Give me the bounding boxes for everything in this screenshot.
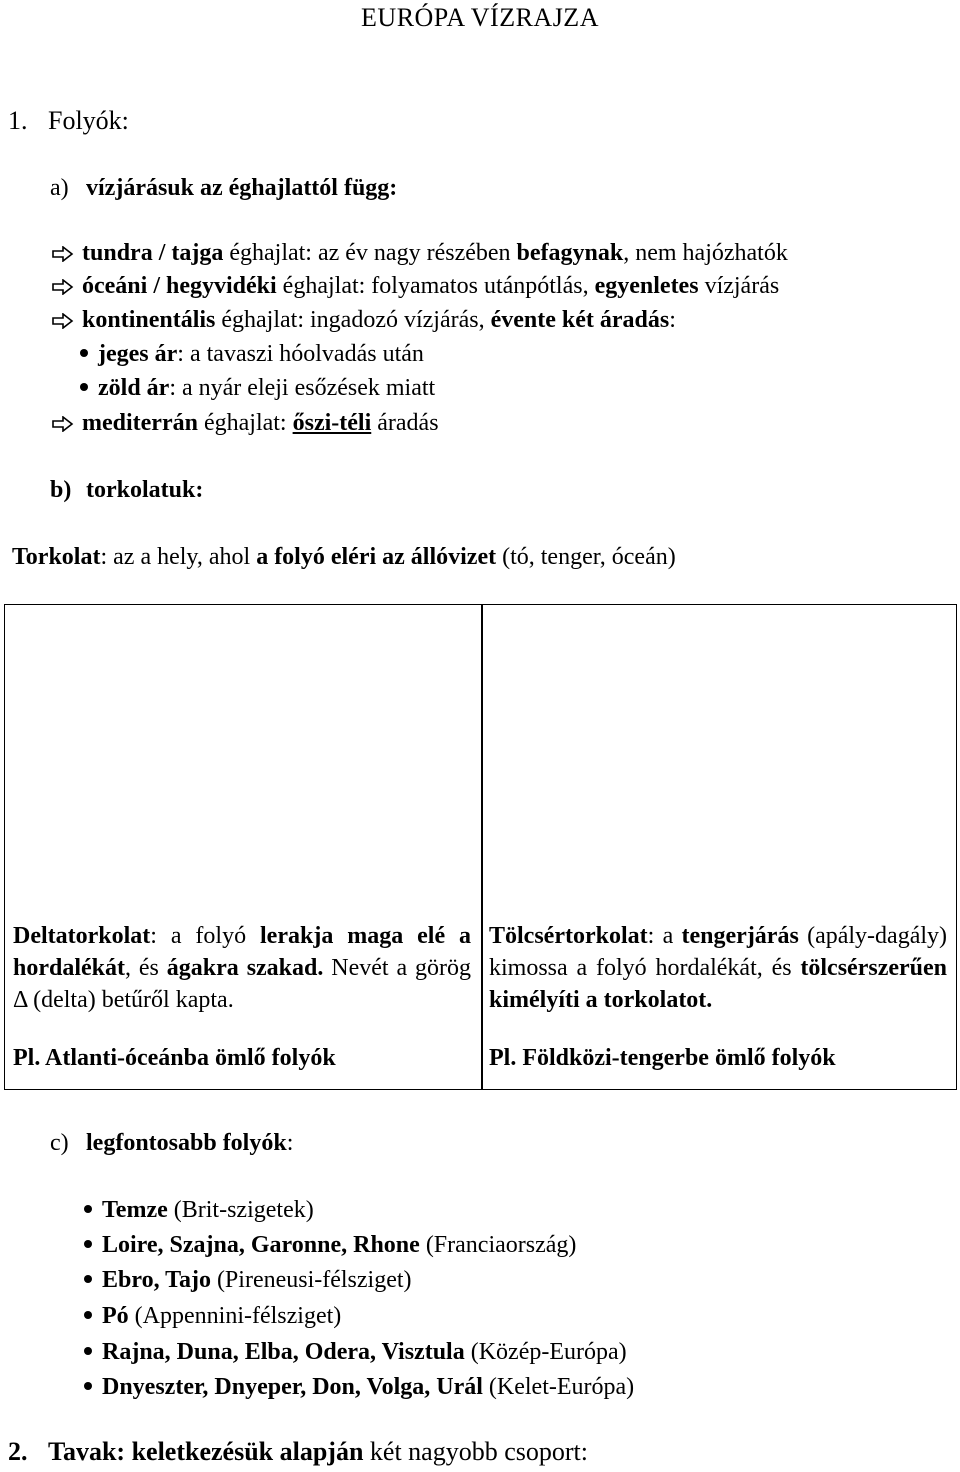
estuary-text: : a xyxy=(647,923,682,949)
flood-name: zöld ár xyxy=(98,375,170,401)
climate-name: mediterrán xyxy=(82,410,198,436)
estuary-example: Pl. Földközi-tengerbe ömlő folyók xyxy=(489,1045,836,1071)
climate-highlight: befagynak xyxy=(516,240,624,266)
page-title: EURÓPA VÍZRAJZA xyxy=(361,3,599,32)
climate-highlight: évente két áradás xyxy=(490,307,670,333)
subsection-a xyxy=(50,174,397,202)
delta-term: Deltatorkolat xyxy=(13,923,151,949)
climate-highlight: egyenletes xyxy=(594,273,699,299)
climate-item-tundra xyxy=(52,239,788,269)
climate-highlight: őszi-téli xyxy=(292,410,372,436)
flood-name: jeges ár xyxy=(98,341,178,367)
bullet-dot-icon xyxy=(84,1311,92,1319)
delta-highlight-2: ágakra szakad. xyxy=(166,955,324,981)
section-label: Folyók: xyxy=(48,106,129,135)
delta-text-2: , és xyxy=(125,955,167,981)
subsection-label: c) xyxy=(50,1130,69,1156)
river-names: Pó xyxy=(102,1303,129,1329)
estuary-description xyxy=(489,920,947,1016)
definition-text: : az a hely, ahol xyxy=(100,544,257,570)
climate-text: éghajlat: folyamatos utánpótlás, xyxy=(276,273,595,299)
mouth-types-table xyxy=(4,604,957,1090)
bullet-dot-icon xyxy=(84,1240,92,1248)
hollow-right-arrow-icon xyxy=(52,411,82,439)
flood-text: : a nyár eleji esőzések miatt xyxy=(169,375,436,401)
bullet-dot-icon xyxy=(84,1205,92,1213)
river-item xyxy=(84,1266,412,1294)
subsection-label: b) xyxy=(50,477,72,503)
subsection-label: a) xyxy=(50,175,69,201)
climate-name: tundra / tajga xyxy=(82,240,224,266)
delta-description xyxy=(13,920,471,1016)
subsection-c xyxy=(50,1129,293,1157)
climate-name: kontinentális xyxy=(82,307,216,333)
river-item xyxy=(84,1302,341,1330)
table-divider xyxy=(481,605,483,1089)
bullet-dot-icon xyxy=(84,1382,92,1390)
term: Torkolat xyxy=(12,544,101,570)
climate-text: éghajlat: xyxy=(197,410,293,436)
climate-text-end: áradás xyxy=(371,410,439,436)
river-item xyxy=(84,1338,627,1366)
river-names: Rajna, Duna, Elba, Odera, Visztula xyxy=(102,1339,465,1365)
definition-text-end: (tó, tenger, óceán) xyxy=(496,544,676,570)
river-region: (Közép-Európa) xyxy=(464,1339,627,1365)
river-region: (Pireneusi-félsziget) xyxy=(210,1267,412,1293)
flood-text: : a tavaszi hóolvadás után xyxy=(177,341,424,367)
section-label: Tavak: keletkezésük alapján xyxy=(48,1437,364,1466)
river-names: Temze xyxy=(102,1197,168,1223)
estuary-highlight-2: tölcsérszerűen kimélyíti a torkolatot. xyxy=(489,955,947,1013)
river-region: (Appennini-félsziget) xyxy=(128,1303,342,1329)
subsection-b xyxy=(50,476,203,504)
bullet-dot-icon xyxy=(80,349,88,357)
subsection-text: torkolatuk: xyxy=(86,477,204,503)
hollow-right-arrow-icon xyxy=(52,241,82,269)
climate-text-end: vízjárás xyxy=(698,273,780,299)
climate-item-oceanic xyxy=(52,272,779,302)
river-names: Loire, Szajna, Garonne, Rhone xyxy=(102,1232,420,1258)
climate-text: éghajlat: ingadozó vízjárás, xyxy=(215,307,491,333)
mouth-definition xyxy=(12,543,676,571)
river-region: (Kelet-Európa) xyxy=(482,1374,635,1400)
delta-highlight: lerakja maga elé a hordalékát xyxy=(13,923,471,981)
delta-text-3: Nevét a görög Δ (delta) betűről kapta. xyxy=(13,955,471,1013)
climate-name: óceáni / hegyvidéki xyxy=(82,273,277,299)
definition-highlight: a folyó eléri az állóvizet xyxy=(256,544,497,570)
climate-text-end: : xyxy=(669,307,676,333)
hollow-right-arrow-icon xyxy=(52,274,82,302)
flood-item-green xyxy=(80,374,435,402)
estuary-image-area xyxy=(489,605,947,905)
estuary-highlight: tengerjárás xyxy=(681,923,799,949)
bullet-dot-icon xyxy=(84,1275,92,1283)
delta-example: Pl. Atlanti-óceánba ömlő folyók xyxy=(13,1045,336,1071)
climate-text: éghajlat: az év nagy részében xyxy=(223,240,517,266)
section-1-heading xyxy=(8,107,129,135)
flood-item-ice xyxy=(80,340,424,368)
river-item xyxy=(84,1231,576,1259)
climate-item-continental xyxy=(52,306,676,336)
subsection-text: vízjárásuk az éghajlattól függ: xyxy=(86,175,398,201)
river-item xyxy=(84,1373,634,1401)
river-region: (Franciaország) xyxy=(419,1232,577,1258)
section-text: két nagyobb csoport: xyxy=(363,1437,588,1466)
river-names: Ebro, Tajo xyxy=(102,1267,211,1293)
river-item xyxy=(84,1196,314,1224)
section-number: 1. xyxy=(8,106,28,135)
bullet-dot-icon xyxy=(84,1347,92,1355)
bullet-dot-icon xyxy=(80,383,88,391)
delta-text: : a folyó xyxy=(150,923,260,949)
river-names: Dnyeszter, Dnyeper, Don, Volga, Urál xyxy=(102,1374,483,1400)
section-number: 2. xyxy=(8,1437,28,1466)
section-2-heading xyxy=(8,1438,588,1466)
subsection-colon: : xyxy=(286,1130,294,1156)
climate-text-end: , nem hajózhatók xyxy=(623,240,788,266)
hollow-right-arrow-icon xyxy=(52,308,82,336)
river-region: (Brit-szigetek) xyxy=(167,1197,314,1223)
climate-item-mediterranean xyxy=(52,409,439,439)
subsection-text: legfontosabb folyók xyxy=(86,1130,287,1156)
estuary-text-2: (apály-dagály) kimossa a folyó hordalékát, és xyxy=(489,923,947,981)
delta-image-area xyxy=(13,605,471,905)
estuary-term: Tölcsértorkolat xyxy=(489,923,648,949)
